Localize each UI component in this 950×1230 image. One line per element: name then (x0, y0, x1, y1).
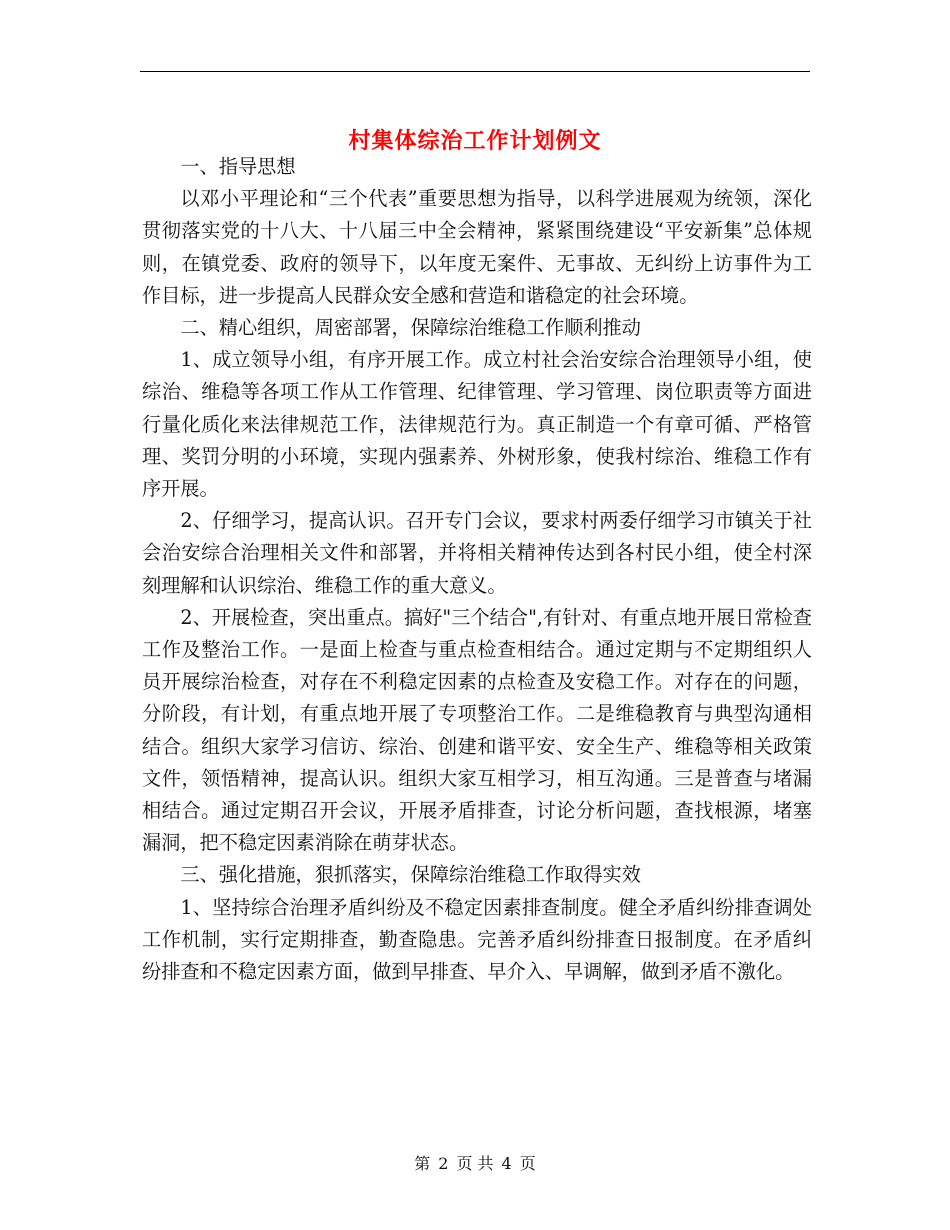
section-heading-3: 三、强化措施，狠抓落实，保障综治维稳工作取得实效 (180, 863, 641, 887)
body-paragraph: 2、开展检查，突出重点。搞好"三个结合",有针对、有重点地开展日常检查工作及整治工作。一是面上检查与重点检查相结合。通过定期与不定期组织人员开展综治检查，对存在不利稳定因素的点检查及安稳工作。对存在的问题，分阶段，有计划，有重点地开展了专项整治工作。二是维稳教育与典型沟通相结合。组织大家学习信访、综治、创建和谐平安、安全生产、维稳等相关政策文件，领悟精神，提高认识。组织大家互相学习，相互沟通。三是普查与堵漏相结合。通过定期召开会议，开展矛盾排查，讨论分析问题，查找根源，堵塞漏洞，把不稳定因素消除在萌芽状态。 (142, 605, 812, 855)
header-rule (140, 71, 810, 72)
body-paragraph: 2、仔细学习，提高认识。召开专门会议，要求村两委仔细学习市镇关于社会治安综合治理相关文件和部署，并将相关精神传达到各村民小组，使全村深刻理解和认识综治、维稳工作的重大意义。 (142, 509, 812, 597)
section-heading-2: 二、精心组织，周密部署，保障综治维稳工作顺利推动 (180, 316, 641, 340)
body-paragraph: 1、坚持综合治理矛盾纠纷及不稳定因素排查制度。健全矛盾纠纷排查调处工作机制，实行定期排查，勤查隐患。完善矛盾纠纷排查日报制度。在矛盾纠纷排查和不稳定因素方面，做到早排查、早介入、早调解，做到矛盾不激化。 (142, 895, 812, 984)
footer-total-pages: 4 (501, 1154, 512, 1173)
section-heading-1: 一、指导思想 (180, 155, 296, 178)
footer-prefix: 第 (414, 1154, 431, 1173)
body-paragraph: 1、成立领导小组，有序开展工作。成立村社会治安综合治理领导小组，使综治、维稳等各项工作从工作管理、纪律管理、学习管理、岗位职责等方面进行量化质化来法律规范工作，法律规范行为。真正制造一个有章可循、严格管理、奖罚分明的小环境，实现内强素养、外树形象，使我村综治、维稳工作有序开展。 (142, 348, 812, 501)
footer-suffix: 页 (519, 1154, 536, 1173)
document-title: 村集体综治工作计划例文 (348, 127, 602, 154)
footer-middle: 页 共 (456, 1154, 494, 1173)
page-footer (0, 1152, 950, 1176)
document-body (142, 151, 812, 988)
body-paragraph: 以邓小平理论和“三个代表”重要思想为指导，以科学进展观为统领，深化贯彻落实党的十八大、十八届三中全会精神，紧紧围绕建设“平安新集”总体规则，在镇党委、政府的领导下，以年度无案件、无事故、无纠纷上访事件为工作目标，进一步提高人民群众安全感和营造和谐稳定的社会环境。 (142, 187, 812, 307)
footer-current-page: 2 (438, 1154, 449, 1173)
